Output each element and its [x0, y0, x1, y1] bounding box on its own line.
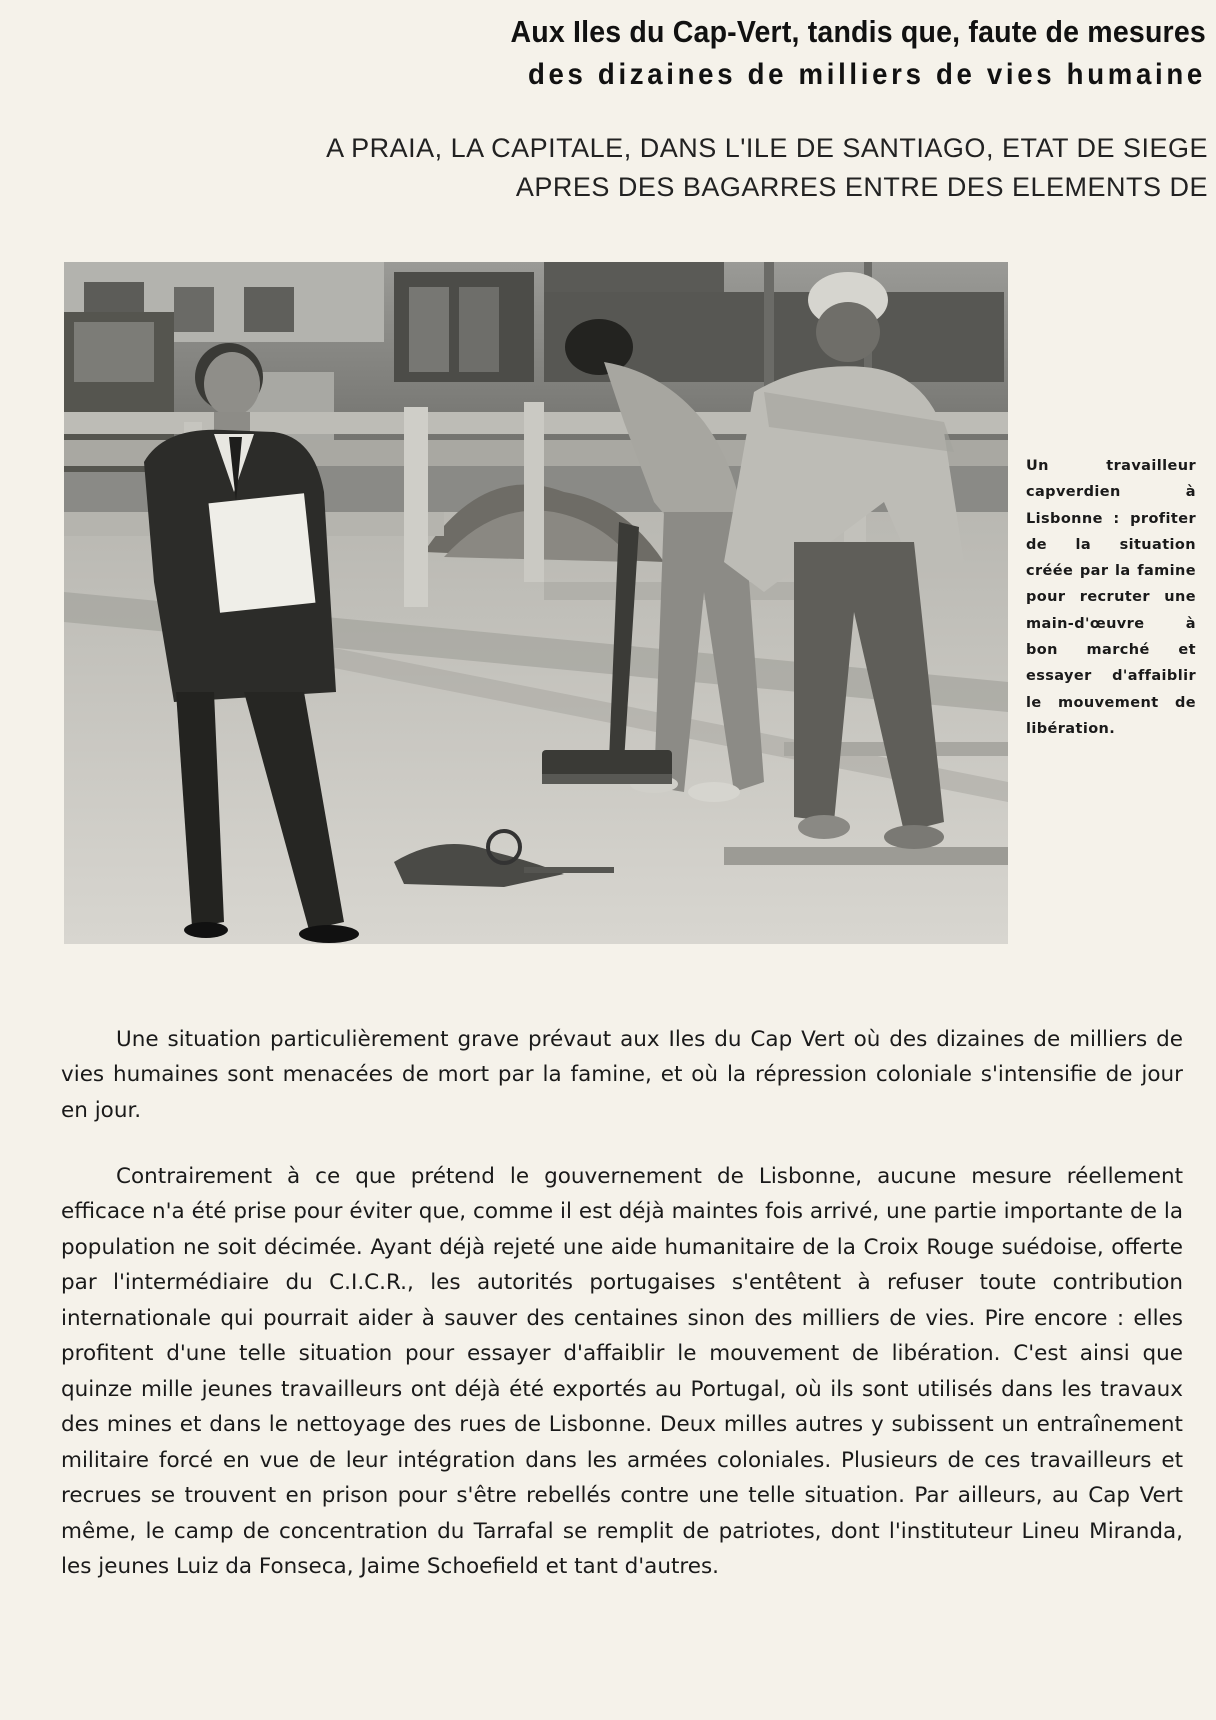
headline-line-2: des dizaines de milliers de vies humaine: [528, 58, 1206, 91]
photo-caption: Un travailleur capverdien à Lisbonne : profiter de la situation créée par la famine pour recruter une main-d'œuvre à bon marché et essayer d'affaiblir le mouvement de libération.: [1026, 458, 1196, 737]
subhead-line-2: APRES DES BAGARRES ENTRE DES ELEMENTS DE: [515, 172, 1208, 202]
article-paragraph-1: Une situation particulièrement grave prévaut aux Iles du Cap Vert où des dizaines de milliers de vies humaines sont menacées de mort par la famine, et où la répression coloniale s'intensifie de jour en jour.: [61, 1026, 1183, 1123]
photo-construction-workers-icon: [64, 262, 1008, 944]
news-photo: [64, 262, 1008, 944]
subhead-line-1: A PRAIA, LA CAPITALE, DANS L'ILE DE SANTIAGO, ETAT DE SIEGE: [326, 133, 1208, 163]
article-paragraph-2: Contrairement à ce que prétend le gouvernement de Lisbonne, aucune mesure réellement efficace n'a été prise pour éviter que, comme il est déjà maintes fois arrivé, une partie importante de la population ne soit décimée. Ayant déjà rejeté une aide humanitaire de la Croix Rouge suédoise, offerte par l'intermédiaire du C.I.C.R., les autorités portugaises s'entêtent à refuser toute contribution internationale qui pourrait aider à sauver des centaines sinon des milliers de vies. Pire encore : elles profitent d'une telle situation pour essayer d'affaiblir le mouvement de libération. C'est ainsi que quinze mille jeunes travailleurs ont déjà été exportés au Portugal, où ils sont utilisés dans les travaux des mines et dans le nettoyage des rues de Lisbonne. Deux milles autres y subissent un entraînement militaire forcé en vue de leur intégration dans les armées coloniales. Plusieurs de ces travailleurs et recrues se trouvent en prison pour s'être rebellés contre une telle situation. Par ailleurs, au Cap Vert même, le camp de concentration du Tarrafal se remplit de patriotes, dont l'instituteur Lineu Miranda, les jeunes Luiz da Fonseca, Jaime Schoefield et tant d'autres.: [61, 1163, 1183, 1579]
headline-line-1: Aux Iles du Cap-Vert, tandis que, faute de mesures: [510, 14, 1206, 49]
